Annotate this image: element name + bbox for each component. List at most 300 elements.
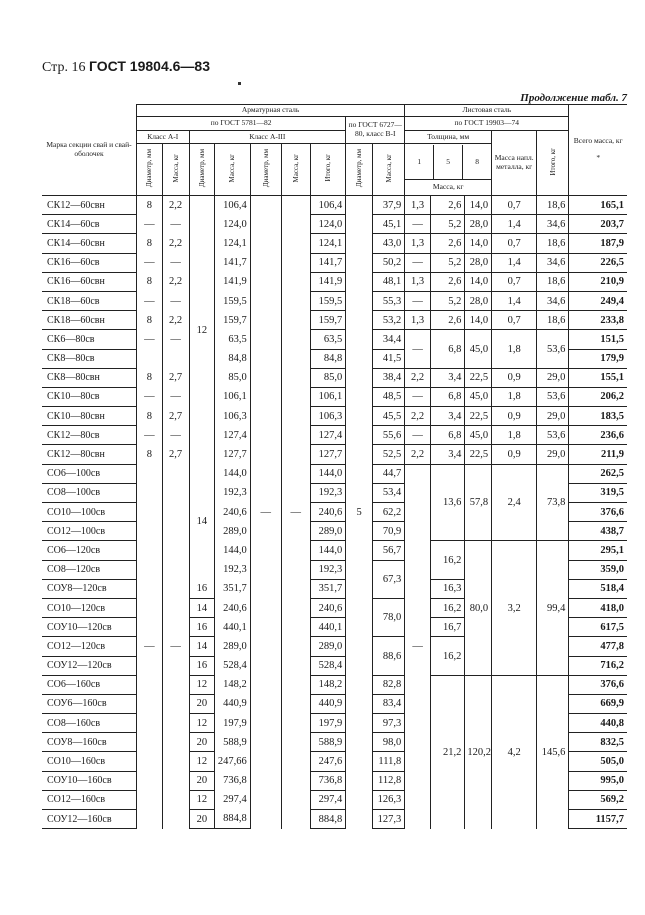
table-row (42, 464, 627, 483)
header-class-a1: Класс А-I (136, 131, 189, 144)
table-row (42, 426, 627, 445)
cell-sheet-5: 16,2 (430, 541, 464, 579)
cell-sheet-8: 14,0 (465, 311, 492, 330)
cell-weld: 1,8 (492, 330, 537, 368)
cell-sheet-5: 21,2 (430, 675, 464, 829)
header-gost-5781: по ГОСТ 5781—82 (136, 117, 345, 131)
cell-mark: СК8—80свн (42, 368, 136, 387)
table-row (42, 541, 627, 560)
cell-mark: СК16—60свн (42, 272, 136, 291)
cell-b1-mass: 37,9 (373, 196, 405, 215)
cell-sheet-8: 28,0 (465, 253, 492, 272)
cell-a3-mass: 247,66 (215, 752, 250, 771)
cell-sheet-total: 53,6 (537, 330, 569, 368)
cell-sheet-5: 2,6 (430, 196, 464, 215)
cell-sheet-1: 1,3 (405, 311, 431, 330)
cell-sheet-total: 18,6 (537, 311, 569, 330)
cell-a3-total: 148,2 (310, 675, 345, 694)
cell-a1-diameter: 8 (136, 368, 162, 387)
cell-mark: СО6—160св (42, 675, 136, 694)
cell-b1-mass: 82,8 (373, 675, 405, 694)
cell-a1-mass (162, 349, 189, 368)
cell-grand-total: 376,6 (569, 675, 627, 694)
cell-sheet-total: 34,6 (537, 291, 569, 310)
cell-sheet-1: 2,2 (405, 368, 431, 387)
cell-b1-mass: 83,4 (373, 694, 405, 713)
cell-sheet-8: 45,0 (465, 330, 492, 368)
header-weld-mass: Масса напл. металла, кг (492, 131, 537, 196)
cell-sheet-8: 22,5 (465, 445, 492, 464)
cell-weld: 0,9 (492, 368, 537, 387)
cell-a3-total: 141,9 (310, 272, 345, 291)
cell-mark: СО12—100св (42, 522, 136, 541)
cell-grand-total: 995,0 (569, 771, 627, 790)
cell-grand-total: 477,8 (569, 637, 627, 656)
cell-mark: СО8—120св (42, 560, 136, 579)
cell-a1-diameter-merged: — (136, 464, 162, 829)
cell-mark: СО12—160св (42, 790, 136, 809)
cell-a3-diameter: 12 (189, 714, 215, 733)
cell-b1-mass: 55,3 (373, 291, 405, 310)
cell-a3-total: 736,8 (310, 771, 345, 790)
cell-mark: СО6—100св (42, 464, 136, 483)
cell-a1-diameter: — (136, 253, 162, 272)
header-gost-6727: по ГОСТ 6727—80, класс В-I (346, 117, 405, 144)
cell-grand-total: 518,4 (569, 579, 627, 598)
cell-a1-diameter: 8 (136, 311, 162, 330)
header-gost-19903: по ГОСТ 19903—74 (405, 117, 569, 131)
header-a1-mass: Масса, кг (162, 144, 189, 196)
table-row (42, 291, 627, 310)
cell-mark: СО10—100св (42, 503, 136, 522)
cell-sheet-5: 5,2 (430, 291, 464, 310)
cell-a3-mass: 440,1 (215, 618, 250, 637)
cell-grand-total: 376,6 (569, 503, 627, 522)
cell-b1-mass: 98,0 (373, 733, 405, 752)
cell-a3-mass: 63,5 (215, 330, 250, 349)
cell-a3-total: 124,1 (310, 234, 345, 253)
cell-a3-total: 127,7 (310, 445, 345, 464)
cell-a1-mass: 2,2 (162, 234, 189, 253)
cell-grand-total: 438,7 (569, 522, 627, 541)
cell-sheet-8: 22,5 (465, 368, 492, 387)
cell-a3-diameter: 12 (189, 675, 215, 694)
cell-sheet-total: 18,6 (537, 272, 569, 291)
cell-a3-mass-2: — (281, 196, 310, 829)
cell-a3-mass: 124,0 (215, 215, 250, 234)
cell-a3-mass: 289,0 (215, 522, 250, 541)
cell-a1-mass: 2,2 (162, 272, 189, 291)
cell-a1-mass: — (162, 291, 189, 310)
cell-sheet-1: 1,3 (405, 234, 431, 253)
cell-a3-total: 588,9 (310, 733, 345, 752)
cell-mark: СК14—60свн (42, 234, 136, 253)
cell-sheet-5: 3,4 (430, 368, 464, 387)
cell-a1-diameter: — (136, 215, 162, 234)
cell-mark: СО6—120св (42, 541, 136, 560)
cell-a3-total: 106,3 (310, 407, 345, 426)
cell-weld: 2,4 (492, 464, 537, 541)
cell-a3-mass: 141,9 (215, 272, 250, 291)
cell-a3-mass: 289,0 (215, 637, 250, 656)
cell-a3-diameter: 20 (189, 733, 215, 752)
standard-code: ГОСТ 19804.6—83 (88, 58, 210, 74)
cell-a3-mass: 440,9 (215, 694, 250, 713)
cell-a3-mass: 240,6 (215, 503, 250, 522)
cell-grand-total: 832,5 (569, 733, 627, 752)
header-a3-total: Итого, кг (310, 144, 345, 196)
cell-b1-diameter: 5 (346, 196, 373, 829)
cell-weld: 1,8 (492, 387, 537, 406)
cell-sheet-1: — (405, 330, 431, 368)
cell-a1-mass-merged: — (162, 464, 189, 829)
cell-grand-total: 151,5 (569, 330, 627, 349)
cell-sheet-1: — (405, 291, 431, 310)
cell-mark: СК8—80св (42, 349, 136, 368)
table-row (42, 311, 627, 330)
cell-mark: СК18—60свн (42, 311, 136, 330)
cell-b1-mass: 45,5 (373, 407, 405, 426)
cell-grand-total: 669,9 (569, 694, 627, 713)
cell-mark: СК12—80св (42, 426, 136, 445)
cell-sheet-8: 22,5 (465, 407, 492, 426)
cell-sheet-8: 28,0 (465, 291, 492, 310)
cell-a3-total: 240,6 (310, 503, 345, 522)
cell-a1-diameter: 8 (136, 272, 162, 291)
cell-sheet-5: 2,6 (430, 234, 464, 253)
cell-weld: 3,2 (492, 541, 537, 675)
cell-sheet-5: 6,8 (430, 387, 464, 406)
table-row (42, 196, 627, 215)
cell-b1-mass: 127,3 (373, 810, 405, 829)
cell-grand-total: 319,5 (569, 483, 627, 502)
cell-a3-mass: 106,4 (215, 196, 250, 215)
header-grand-total: Всего масса, кг * (569, 105, 627, 196)
cell-b1-mass: 34,4 (373, 330, 405, 349)
cell-b1-mass: 78,0 (373, 598, 405, 636)
cell-weld: 0,7 (492, 311, 537, 330)
cell-grand-total: 569,2 (569, 790, 627, 809)
cell-a3-mass: 127,7 (215, 445, 250, 464)
cell-sheet-1: — (405, 253, 431, 272)
cell-mark: СО10—160св (42, 752, 136, 771)
cell-a3-total: 124,0 (310, 215, 345, 234)
cell-sheet-total: 29,0 (537, 445, 569, 464)
cell-a3-total: 197,9 (310, 714, 345, 733)
cell-a3-total: 247,6 (310, 752, 345, 771)
cell-mark: СОУ10—160св (42, 771, 136, 790)
cell-weld: 0,9 (492, 407, 537, 426)
cell-a3-mass: 240,6 (215, 598, 250, 617)
cell-sheet-total: 99,4 (537, 541, 569, 675)
cell-a3-mass: 736,8 (215, 771, 250, 790)
table-row (42, 234, 627, 253)
cell-a3-diameter: 14 (189, 637, 215, 656)
cell-a3-diameter-merged: 14 (189, 464, 215, 579)
cell-a1-mass: — (162, 215, 189, 234)
cell-a3-total: 84,8 (310, 349, 345, 368)
cell-a3-diameter-merged: 12 (189, 196, 215, 465)
cell-sheet-5: 2,6 (430, 272, 464, 291)
table-row (42, 407, 627, 426)
cell-sheet-5: 13,6 (430, 464, 464, 541)
cell-a3-mass: 106,3 (215, 407, 250, 426)
table-row (42, 368, 627, 387)
cell-grand-total: 236,6 (569, 426, 627, 445)
cell-mark: СОУ10—120св (42, 618, 136, 637)
cell-mark: СК16—60св (42, 253, 136, 272)
cell-weld: 1,8 (492, 426, 537, 445)
cell-grand-total: 440,8 (569, 714, 627, 733)
cell-b1-mass: 70,9 (373, 522, 405, 541)
cell-weld: 0,7 (492, 272, 537, 291)
cell-a1-diameter: 8 (136, 407, 162, 426)
header-armature: Арматурная сталь (136, 105, 404, 117)
cell-a3-mass: 84,8 (215, 349, 250, 368)
cell-weld: 0,7 (492, 196, 537, 215)
cell-a3-mass: 588,9 (215, 733, 250, 752)
cell-b1-mass: 50,2 (373, 253, 405, 272)
cell-sheet-1: — (405, 426, 431, 445)
cell-a3-mass: 159,7 (215, 311, 250, 330)
cell-b1-mass: 43,0 (373, 234, 405, 253)
cell-a3-total: 289,0 (310, 637, 345, 656)
cell-grand-total: 295,1 (569, 541, 627, 560)
cell-a1-mass: 2,2 (162, 196, 189, 215)
cell-a3-diameter: 14 (189, 598, 215, 617)
cell-sheet-8: 14,0 (465, 196, 492, 215)
cell-mark: СК6—80св (42, 330, 136, 349)
cell-a3-mass: 141,7 (215, 253, 250, 272)
cell-grand-total: 183,5 (569, 407, 627, 426)
cell-sheet-total: 34,6 (537, 215, 569, 234)
cell-grand-total: 249,4 (569, 291, 627, 310)
cell-sheet-1: 2,2 (405, 407, 431, 426)
cell-grand-total: 165,1 (569, 196, 627, 215)
table-row (42, 253, 627, 272)
cell-b1-mass: 53,4 (373, 483, 405, 502)
cell-mark: СО8—160св (42, 714, 136, 733)
cell-a3-mass: 197,9 (215, 714, 250, 733)
cell-sheet-5: 16,2 (430, 637, 464, 675)
cell-sheet-5: 16,7 (430, 618, 464, 637)
cell-grand-total: 233,8 (569, 311, 627, 330)
cell-a3-diameter-2: — (250, 196, 281, 829)
cell-a3-mass: 85,0 (215, 368, 250, 387)
header-thickness-1: 1 (405, 145, 434, 179)
cell-sheet-8: 28,0 (465, 215, 492, 234)
cell-a3-diameter: 20 (189, 771, 215, 790)
cell-b1-mass: 97,3 (373, 714, 405, 733)
table-row (42, 675, 627, 694)
cell-a3-total: 141,7 (310, 253, 345, 272)
cell-a3-mass: 351,7 (215, 579, 250, 598)
cell-grand-total: 226,5 (569, 253, 627, 272)
cell-a1-mass: 2,7 (162, 368, 189, 387)
cell-sheet-1: — (405, 464, 431, 829)
cell-b1-mass: 67,3 (373, 560, 405, 598)
cell-sheet-5: 3,4 (430, 407, 464, 426)
cell-a1-diameter: — (136, 330, 162, 349)
cell-sheet-5: 2,6 (430, 311, 464, 330)
cell-weld: 0,7 (492, 234, 537, 253)
cell-weld: 1,4 (492, 215, 537, 234)
cell-b1-mass: 45,1 (373, 215, 405, 234)
cell-sheet-8: 120,2 (465, 675, 492, 829)
cell-a3-total: 106,1 (310, 387, 345, 406)
cell-b1-mass: 53,2 (373, 311, 405, 330)
table-body (42, 196, 627, 829)
table-row (42, 330, 627, 349)
cell-a3-total: 297,4 (310, 790, 345, 809)
cell-mark: СК14—60св (42, 215, 136, 234)
header-a3-diameter: Диаметр, мм (189, 144, 215, 196)
cell-grand-total: 211,9 (569, 445, 627, 464)
cell-a1-mass: 2,2 (162, 311, 189, 330)
cell-mark: СК12—80свн (42, 445, 136, 464)
cell-sheet-8: 45,0 (465, 426, 492, 445)
cell-a3-diameter: 12 (189, 790, 215, 809)
header-b1-mass: Масса, кг (373, 144, 405, 196)
cell-b1-mass: 38,4 (373, 368, 405, 387)
cell-mark: СОУ12—160св (42, 810, 136, 829)
cell-a1-diameter: 8 (136, 445, 162, 464)
cell-b1-mass: 126,3 (373, 790, 405, 809)
cell-b1-mass: 56,7 (373, 541, 405, 560)
cell-mark: СОУ6—160св (42, 694, 136, 713)
cell-grand-total: 179,9 (569, 349, 627, 368)
cell-a3-total: 440,9 (310, 694, 345, 713)
cell-a1-mass: 2,7 (162, 407, 189, 426)
cell-grand-total: 187,9 (569, 234, 627, 253)
table-row (42, 445, 627, 464)
cell-sheet-8: 14,0 (465, 234, 492, 253)
header-thickness-8: 8 (475, 156, 480, 166)
cell-sheet-1: — (405, 215, 431, 234)
cell-sheet-total: 29,0 (537, 407, 569, 426)
cell-b1-mass: 88,6 (373, 637, 405, 675)
cell-a3-total: 240,6 (310, 598, 345, 617)
cell-a3-total: 63,5 (310, 330, 345, 349)
cell-b1-mass: 112,8 (373, 771, 405, 790)
header-sheet-steel: Листовая сталь (405, 105, 569, 117)
cell-sheet-5: 6,8 (430, 330, 464, 368)
cell-a3-mass: 124,1 (215, 234, 250, 253)
cell-grand-total: 418,0 (569, 598, 627, 617)
page-number: Стр. 16 (42, 60, 86, 75)
cell-a3-mass: 528,4 (215, 656, 250, 675)
cell-a3-mass: 148,2 (215, 675, 250, 694)
cell-b1-mass: 62,2 (373, 503, 405, 522)
cell-a3-total: 351,7 (310, 579, 345, 598)
cell-a3-total: 528,4 (310, 656, 345, 675)
header-thickness-5: 5 (434, 145, 463, 179)
table-row (42, 215, 627, 234)
cell-a3-diameter: 16 (189, 579, 215, 598)
cell-a3-diameter: 12 (189, 752, 215, 771)
cell-mark: СК12—60свн (42, 196, 136, 215)
cell-weld: 1,4 (492, 291, 537, 310)
page-header (42, 58, 210, 76)
cell-a3-total: 85,0 (310, 368, 345, 387)
header-sheet-total: Итого, кг (537, 131, 569, 196)
cell-grand-total: 203,7 (569, 215, 627, 234)
cell-mark: СО8—100св (42, 483, 136, 502)
cell-b1-mass: 52,5 (373, 445, 405, 464)
cell-sheet-1: — (405, 387, 431, 406)
cell-a1-mass: — (162, 387, 189, 406)
table-continuation: Продолжение табл. 7 (520, 92, 627, 104)
cell-mark: СК18—60св (42, 291, 136, 310)
cell-grand-total: 716,2 (569, 656, 627, 675)
cell-a1-diameter (136, 349, 162, 368)
cell-sheet-8: 14,0 (465, 272, 492, 291)
cell-sheet-1: 2,2 (405, 445, 431, 464)
cell-sheet-1: 1,3 (405, 196, 431, 215)
cell-b1-mass: 41,5 (373, 349, 405, 368)
cell-sheet-5: 3,4 (430, 445, 464, 464)
cell-sheet-total: 18,6 (537, 234, 569, 253)
cell-mark: СОУ8—160св (42, 733, 136, 752)
cell-a3-total: 144,0 (310, 464, 345, 483)
cell-a3-mass: 884,8 (215, 810, 250, 829)
cell-a1-diameter: 8 (136, 234, 162, 253)
cell-a3-mass: 127,4 (215, 426, 250, 445)
cell-a3-total: 289,0 (310, 522, 345, 541)
cell-weld: 4,2 (492, 675, 537, 829)
cell-weld: 0,9 (492, 445, 537, 464)
cell-sheet-total: 73,8 (537, 464, 569, 541)
cell-sheet-total: 34,6 (537, 253, 569, 272)
cell-b1-mass: 48,5 (373, 387, 405, 406)
cell-sheet-8: 57,8 (465, 464, 492, 541)
cell-a1-diameter: — (136, 387, 162, 406)
cell-sheet-total: 53,6 (537, 426, 569, 445)
cell-sheet-8: 80,0 (465, 541, 492, 675)
cell-a3-total: 127,4 (310, 426, 345, 445)
cell-b1-mass: 55,6 (373, 426, 405, 445)
cell-a3-mass: 297,4 (215, 790, 250, 809)
cell-mark: СОУ12—120св (42, 656, 136, 675)
cell-grand-total: 262,5 (569, 464, 627, 483)
header-sheet-thickness-cells (405, 144, 492, 196)
cell-grand-total: 359,0 (569, 560, 627, 579)
cell-mark: СОУ8—120св (42, 579, 136, 598)
cell-sheet-5: 16,2 (430, 598, 464, 617)
cell-mark: СК10—80св (42, 387, 136, 406)
cell-b1-mass: 111,8 (373, 752, 405, 771)
cell-a1-diameter: — (136, 291, 162, 310)
cell-a3-diameter: 16 (189, 656, 215, 675)
cell-a3-total: 159,5 (310, 291, 345, 310)
cell-a1-diameter: — (136, 426, 162, 445)
cell-a1-diameter: 8 (136, 196, 162, 215)
header-class-a3: Класс А-III (189, 131, 346, 144)
header-thickness: Толщина, мм (405, 131, 492, 144)
header-a3-diameter-2: Диаметр, мм (250, 144, 281, 196)
table-header (42, 105, 627, 196)
cell-a3-total: 144,0 (310, 541, 345, 560)
header-b1-diameter: Диаметр, мм (346, 144, 373, 196)
cell-a3-mass: 106,1 (215, 387, 250, 406)
cell-grand-total: 505,0 (569, 752, 627, 771)
cell-a3-mass: 192,3 (215, 560, 250, 579)
cell-a1-mass: — (162, 330, 189, 349)
cell-a3-total: 440,1 (310, 618, 345, 637)
cell-mark: СО12—120св (42, 637, 136, 656)
stray-dot (238, 82, 241, 85)
cell-a3-total: 192,3 (310, 483, 345, 502)
